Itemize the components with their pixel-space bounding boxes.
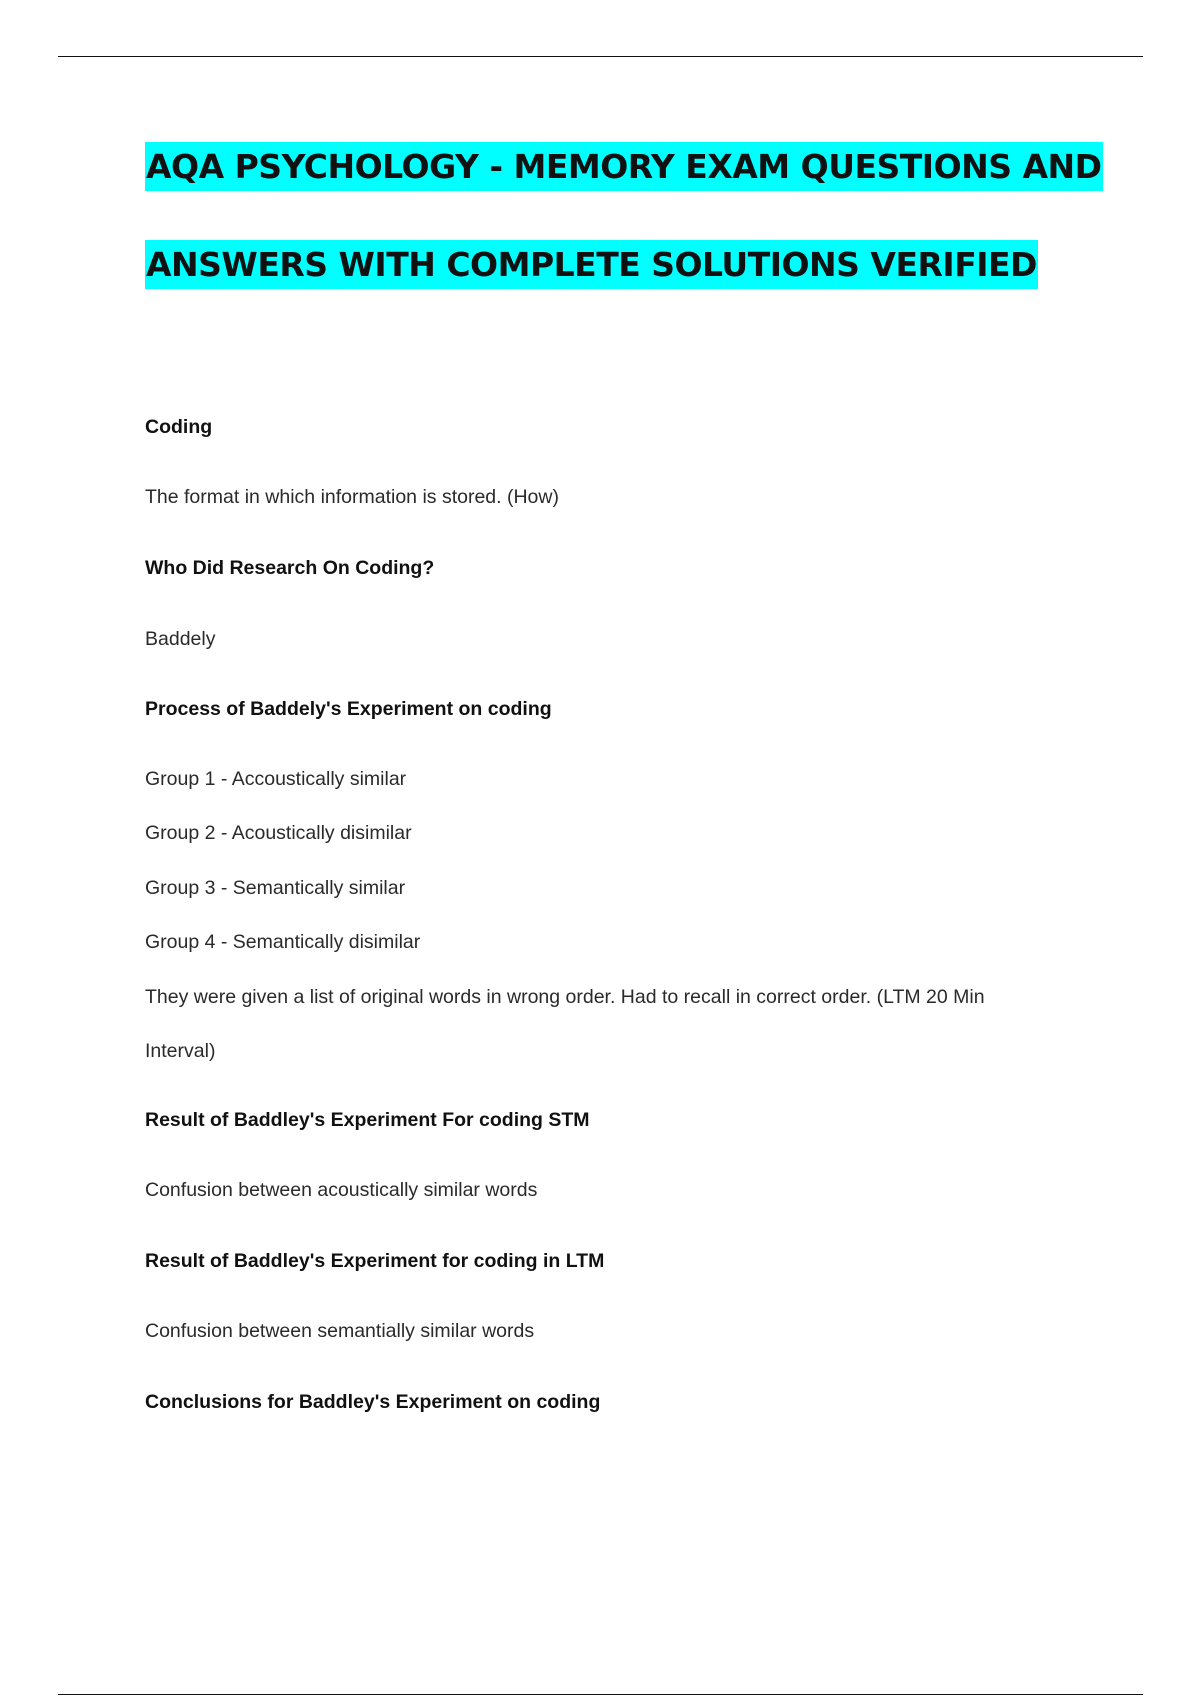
question-process-experiment: Process of Baddely's Experiment on coding <box>145 698 552 720</box>
answer-process-line: Group 1 - Accoustically similar <box>145 768 407 790</box>
header-rule <box>58 56 1143 57</box>
question-coding: Coding <box>145 416 213 438</box>
title-line-1: AQA PSYCHOLOGY - MEMORY EXAM QUESTIONS AND <box>145 142 1103 191</box>
answer-result-ltm: Confusion between semantially similar words <box>145 1320 535 1342</box>
title-line-2: ANSWERS WITH COMPLETE SOLUTIONS VERIFIED <box>145 240 1038 289</box>
answer-process-line: Interval) <box>145 1040 216 1062</box>
answer-process-line: Group 2 - Acoustically disimilar <box>145 822 412 844</box>
question-result-ltm: Result of Baddley's Experiment for coding in LTM <box>145 1250 605 1272</box>
question-conclusions: Conclusions for Baddley's Experiment on coding <box>145 1391 601 1413</box>
answer-process-line: They were given a list of original words in wrong order. Had to recall in correct order. (LTM 20 Min <box>145 986 985 1008</box>
footer-rule <box>58 1694 1143 1695</box>
answer-who-researched-coding: Baddely <box>145 628 216 650</box>
question-who-researched-coding: Who Did Research On Coding? <box>145 557 435 579</box>
answer-coding: The format in which information is stored. (How) <box>145 486 559 508</box>
document-title <box>145 142 1102 289</box>
question-result-stm: Result of Baddley's Experiment For coding STM <box>145 1109 590 1131</box>
answer-process-line: Group 3 - Semantically similar <box>145 877 406 899</box>
answer-process-line: Group 4 - Semantically disimilar <box>145 931 421 953</box>
answer-result-stm: Confusion between acoustically similar words <box>145 1179 538 1201</box>
